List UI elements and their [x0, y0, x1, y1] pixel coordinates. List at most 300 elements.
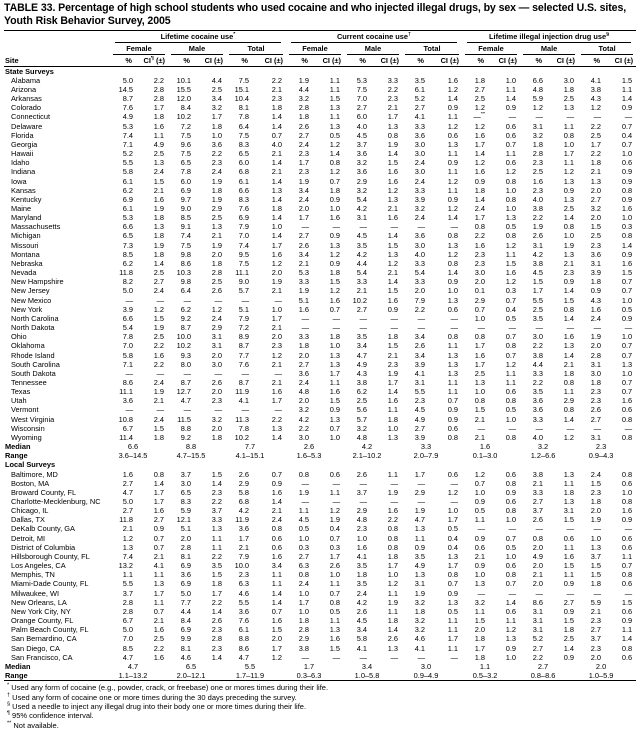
value-cell: 1.3 [590, 176, 602, 186]
value-cell: 4.4 [356, 258, 367, 268]
value-cell: 1.2 [505, 359, 517, 369]
value-cell: 3.8 [532, 350, 544, 360]
value-cell: 1.2 [329, 506, 340, 516]
value-cell: 1.7 [532, 286, 544, 296]
value-cell: 5.8 [122, 350, 133, 360]
value-cell: 5.5 [532, 295, 544, 305]
value-cell: 1.3 [563, 194, 575, 204]
value-cell: 2.4 [271, 515, 282, 525]
site-cell: Wisconsin [11, 423, 45, 433]
value-cell: 6.0 [238, 158, 249, 168]
col-group-label: Lifetime cocaine use* [110, 32, 286, 44]
value-cell: 3.5 [414, 75, 425, 85]
value-cell: 3.4 [298, 249, 309, 259]
value-cell: 1.6 [122, 469, 133, 479]
value-cell: 1.2 [474, 158, 486, 168]
value-cell: 1.4 [563, 643, 575, 653]
table-row [4, 277, 636, 286]
value-cell: 6.6 [122, 313, 133, 323]
value-cell: 1.8 [298, 112, 309, 122]
value-cell: 0.7 [153, 606, 164, 616]
value-cell: 2.4 [590, 313, 602, 323]
value-cell: 1.2 [271, 350, 282, 360]
sex-header: Female [286, 44, 344, 55]
site-cell: Baltimore, MD [11, 469, 58, 479]
value-cell: 1.3 [329, 240, 340, 250]
value-cell: 1.3 [447, 139, 459, 149]
value-cell: 1.0 [505, 551, 517, 561]
value-cell: 1.3 [447, 350, 459, 360]
value-cell: 6.4 [238, 121, 249, 131]
value-cell: 1.1 [271, 570, 282, 580]
value-cell: 15.5 [176, 84, 191, 94]
value-cell: 13.2 [118, 561, 133, 571]
value-cell: 1.3 [505, 213, 517, 223]
value-cell: 0.9 [621, 313, 633, 323]
sex-header: Female [462, 44, 520, 55]
value-cell: 2.7 [590, 414, 602, 424]
value-cell: 0.8 [505, 432, 517, 442]
value-cell: 1.1 [387, 606, 398, 616]
value-cell: 8.0 [180, 359, 191, 369]
value-cell: 1.3 [387, 249, 398, 259]
value-cell: 5.3 [122, 213, 133, 223]
value-cell: 1.8 [211, 121, 222, 131]
value-cell: 0.5 [505, 222, 517, 232]
value-cell: 3.7 [532, 506, 544, 516]
value-cell: 1.7 [474, 341, 486, 351]
value-cell: 1.6 [329, 634, 340, 644]
value-cell: 1.8 [298, 616, 309, 626]
value-cell: — [301, 652, 309, 662]
value-cell: 8.7 [238, 377, 249, 387]
value-cell: 0.4 [621, 130, 633, 140]
value-cell: 4.9 [122, 112, 133, 122]
value-cell: 1.7 [590, 139, 602, 149]
value-cell: 7.5 [238, 258, 249, 268]
value-cell: 0.9 [563, 606, 575, 616]
value-cell: 1.7 [238, 533, 249, 543]
value-cell: 1.7 [271, 396, 282, 406]
value-cell: 0.3 [621, 222, 633, 232]
value-cell: 1.1 [563, 387, 575, 397]
value-cell: 1.1 [211, 533, 222, 543]
summary-value-cell: 3.3 [420, 442, 432, 452]
value-cell: 1.2 [474, 469, 486, 479]
value-cell: — [535, 588, 544, 598]
value-cell: 2.8 [532, 149, 544, 159]
value-cell: — [241, 295, 249, 305]
value-cell: 1.6 [532, 176, 544, 186]
value-cell: 1.8 [590, 579, 602, 589]
value-cell: 0.7 [505, 350, 517, 360]
value-cell: — [477, 323, 486, 333]
value-cell: 2.0 [590, 213, 602, 223]
value-cell: 2.7 [590, 625, 602, 635]
value-cell: — [535, 112, 544, 122]
value-cell: 3.3 [387, 75, 398, 85]
value-cell: 2.1 [271, 377, 282, 387]
value-cell: 4.5 [356, 130, 367, 140]
value-cell: — [508, 323, 517, 333]
value-cell: 2.1 [590, 606, 602, 616]
value-cell: 0.9 [563, 579, 575, 589]
value-cell: — [390, 323, 398, 333]
value-cell: 1.3 [563, 341, 575, 351]
value-cell: 1.3 [211, 524, 222, 534]
value-cell: 1.9 [271, 277, 282, 287]
value-cell: 1.6 [621, 258, 633, 268]
value-cell: 4.7 [180, 396, 191, 406]
value-cell: 2.2 [153, 341, 164, 351]
value-cell: 4.9 [414, 414, 425, 424]
value-cell: 1.3 [447, 295, 459, 305]
site-cell: Tennessee [11, 377, 47, 387]
value-cell: 1.8 [356, 570, 367, 580]
value-cell: 1.3 [211, 222, 222, 232]
site-cell: Delaware [11, 121, 43, 131]
value-cell: 0.8 [621, 231, 633, 241]
value-cell: 2.2 [153, 75, 164, 85]
value-cell: 1.2 [387, 185, 398, 195]
value-cell: 0.9 [621, 616, 633, 626]
value-cell: 0.7 [621, 350, 633, 360]
table-row [4, 268, 636, 277]
value-cell: 3.7 [356, 487, 367, 497]
value-cell: 1.5 [329, 643, 340, 653]
site-cell: North Dakota [11, 323, 55, 333]
value-cell: 1.3 [153, 579, 164, 589]
value-cell: 2.5 [211, 213, 222, 223]
value-cell: 4.6 [414, 634, 425, 644]
site-cell: Dallas, TX [11, 515, 45, 525]
value-cell: 1.3 [387, 121, 398, 131]
value-cell: 2.7 [414, 103, 425, 113]
value-cell: 0.5 [329, 606, 340, 616]
value-cell: 1.4 [447, 268, 459, 278]
value-cell: 1.4 [447, 94, 459, 104]
summary-value-cell: 1.0–5.9 [588, 670, 614, 680]
value-cell: 1.1 [298, 506, 309, 516]
value-cell: 1.8 [474, 634, 486, 644]
pct-header: % [110, 56, 141, 67]
value-cell: 5.0 [122, 497, 133, 506]
value-cell: 3.1 [532, 606, 544, 616]
value-cell: 1.0 [447, 286, 459, 296]
value-cell: 1.1 [563, 158, 575, 168]
value-cell: 1.9 [532, 222, 544, 232]
value-cell: 8.9 [238, 332, 249, 342]
value-cell: 0.7 [621, 377, 633, 387]
site-cell: Charlotte-Mecklenburg, NC [11, 497, 101, 506]
summary-value-cell: 4.7–15.5 [176, 451, 206, 461]
value-cell: 1.1 [563, 570, 575, 580]
value-cell: 1.6 [563, 332, 575, 342]
value-cell: 7.8 [180, 167, 191, 177]
value-cell: 1.1 [505, 149, 517, 159]
value-cell: 7.2 [180, 121, 191, 131]
value-cell: 1.2 [211, 304, 222, 314]
value-cell: 0.8 [447, 332, 459, 342]
value-cell: 12.1 [176, 515, 191, 525]
value-cell: 0.6 [505, 606, 517, 616]
table-row [4, 32, 636, 44]
value-cell: 3.8 [298, 643, 309, 653]
value-cell: 11.8 [119, 515, 133, 525]
value-cell: 1.7 [474, 213, 486, 223]
value-cell: 7.4 [238, 240, 249, 250]
value-cell: 1.9 [298, 286, 309, 296]
value-cell: 9.5 [238, 249, 249, 259]
footnote: ** Not available. [7, 720, 59, 730]
value-cell: 1.1 [329, 75, 340, 85]
summary-value-cell: 0.9–4.9 [413, 670, 439, 680]
value-cell: 7.9 [238, 222, 249, 232]
table-row [4, 76, 636, 85]
value-cell: 2.8 [590, 350, 602, 360]
value-cell: 5.2 [122, 149, 133, 159]
value-cell: 1.6 [387, 506, 398, 516]
value-cell: 1.6 [271, 249, 282, 259]
value-cell: 4.5 [356, 231, 367, 241]
value-cell: 2.8 [211, 268, 222, 278]
value-cell: 1.0 [621, 149, 633, 159]
value-cell: — [566, 423, 575, 433]
value-cell: 1.8 [474, 185, 486, 195]
value-cell: 1.8 [414, 606, 425, 616]
site-cell: Michigan [11, 231, 41, 241]
value-cell: — [214, 405, 222, 415]
value-cell: — [508, 112, 517, 122]
value-cell: 1.8 [271, 103, 282, 113]
value-cell: 9.0 [180, 204, 191, 213]
value-cell: 4.0 [271, 139, 282, 149]
table-row [4, 286, 636, 295]
value-cell: 2.0 [271, 634, 282, 644]
value-cell: — [301, 478, 309, 488]
value-cell: 4.1 [414, 112, 425, 122]
value-cell: — [477, 524, 486, 534]
value-cell: 1.1 [505, 84, 517, 94]
value-cell: 1.4 [563, 313, 575, 323]
value-cell: 1.1 [329, 487, 340, 497]
table-row [4, 653, 636, 662]
value-cell: 3.2 [590, 204, 602, 213]
value-cell: 1.1 [153, 130, 164, 140]
value-cell: — [417, 652, 425, 662]
value-cell: 3.6 [532, 405, 544, 415]
value-cell: 8.1 [180, 643, 191, 653]
value-cell: 2.6 [211, 377, 222, 387]
value-cell: 0.7 [447, 396, 459, 406]
value-cell: 0.7 [329, 304, 340, 314]
pct-header: % [168, 56, 199, 67]
value-cell: 9.2 [180, 313, 191, 323]
sex-header: Total [226, 44, 286, 55]
value-cell: 2.3 [590, 396, 602, 406]
value-cell: 4.2 [532, 249, 544, 259]
value-cell: 2.7 [298, 359, 309, 369]
value-cell: — [566, 524, 575, 534]
value-cell: 1.7 [298, 158, 309, 168]
value-cell: — [125, 295, 133, 305]
value-cell: 3.3 [298, 277, 309, 287]
value-cell: 2.7 [298, 231, 309, 241]
value-cell: 6.9 [180, 579, 191, 589]
value-cell: 7.1 [122, 359, 133, 369]
value-cell: 7.5 [180, 240, 191, 250]
value-cell: 4.5 [356, 616, 367, 626]
value-cell: 2.5 [474, 368, 486, 378]
value-cell: 1.1 [621, 625, 633, 635]
value-cell: — [359, 313, 367, 323]
ci-header: CI (±) [609, 56, 636, 67]
table-row [4, 140, 636, 149]
site-header: Site [4, 56, 110, 67]
value-cell: 0.7 [271, 469, 282, 479]
value-cell: 2.9 [474, 295, 486, 305]
value-cell: 0.9 [271, 478, 282, 488]
value-cell: 0.8 [563, 304, 575, 314]
value-cell: — [359, 652, 367, 662]
site-cell: San Diego, CA [11, 643, 60, 653]
value-cell: — [241, 405, 249, 415]
value-cell: 1.1 [447, 149, 459, 159]
value-cell: 2.1 [211, 231, 222, 241]
value-cell: 1.4 [153, 258, 164, 268]
value-cell: 4.0 [532, 194, 544, 204]
value-cell: 1.4 [505, 597, 517, 607]
value-cell: 2.3 [211, 625, 222, 635]
value-cell: 8.2 [122, 277, 133, 287]
value-cell: 0.9 [621, 515, 633, 525]
value-cell: 1.6 [153, 506, 164, 516]
value-cell: 8.3 [238, 139, 249, 149]
value-cell: 1.4 [271, 597, 282, 607]
table-row [4, 524, 636, 533]
value-cell: 2.4 [474, 204, 486, 213]
table-row [4, 259, 636, 268]
value-cell: 1.1 [122, 570, 133, 580]
value-cell: 0.1 [474, 286, 486, 296]
value-cell: 0.8 [474, 222, 486, 232]
site-cell: New Hampshire [11, 277, 64, 287]
value-cell: 1.0 [621, 213, 633, 223]
table-row [4, 607, 636, 616]
value-cell: 1.3 [414, 570, 425, 580]
value-cell: 0.9 [329, 231, 340, 241]
site-cell: Los Angeles, CA [11, 561, 66, 571]
value-cell: 7.6 [238, 204, 249, 213]
value-cell: 8.7 [122, 94, 133, 104]
value-cell: 2.7 [563, 597, 575, 607]
value-cell: 1.1 [153, 570, 164, 580]
value-cell: 1.5 [590, 561, 602, 571]
summary-label: Median [5, 442, 31, 452]
value-cell: 1.8 [153, 249, 164, 259]
value-cell: 5.7 [238, 286, 249, 296]
value-cell: 1.5 [621, 597, 633, 607]
value-cell: 3.5 [356, 579, 367, 589]
value-cell: 1.6 [387, 167, 398, 177]
value-cell: 2.2 [211, 497, 222, 506]
value-cell: 3.7 [590, 634, 602, 644]
value-cell: — [301, 313, 309, 323]
value-cell: 3.6 [122, 396, 133, 406]
value-cell: 0.9 [153, 524, 164, 534]
value-cell: 5.7 [356, 414, 367, 424]
value-cell: — [274, 295, 282, 305]
value-cell: 6.2 [356, 387, 367, 397]
value-cell: 0.7 [329, 533, 340, 543]
footnote-marker: * [7, 682, 10, 689]
site-cell: Montana [11, 249, 40, 259]
value-cell: 1.3 [474, 377, 486, 387]
value-cell: 1.2 [447, 176, 459, 186]
value-cell: 3.8 [590, 84, 602, 94]
site-cell: New Jersey [11, 286, 50, 296]
value-cell: 3.0 [414, 240, 425, 250]
value-cell: 2.1 [153, 185, 164, 195]
value-cell: 0.5 [474, 506, 486, 516]
value-cell: 0.5 [505, 313, 517, 323]
value-cell: 4.9 [153, 139, 164, 149]
value-cell: — [390, 497, 398, 506]
value-cell: 1.8 [590, 377, 602, 387]
value-cell: 0.7 [474, 478, 486, 488]
value-cell: 2.3 [590, 616, 602, 626]
value-cell: 2.0 [590, 341, 602, 351]
value-cell: 2.1 [474, 432, 486, 442]
value-cell: 1.2 [271, 652, 282, 662]
value-cell: 9.2 [180, 432, 191, 442]
value-cell: 4.8 [356, 432, 367, 442]
value-cell: 1.5 [563, 515, 575, 525]
value-cell: 6.6 [122, 222, 133, 232]
value-cell: 2.4 [298, 377, 309, 387]
value-cell: 2.3 [211, 487, 222, 497]
value-cell: 2.6 [590, 405, 602, 415]
summary-value-cell: 3.2 [537, 442, 549, 452]
value-cell: 4.2 [238, 506, 249, 516]
value-cell: 1.7 [153, 588, 164, 598]
value-cell: 1.2 [329, 139, 340, 149]
value-cell: 2.2 [271, 75, 282, 85]
value-cell: 2.3 [414, 396, 425, 406]
value-cell: 4.4 [211, 75, 222, 85]
value-cell: 2.2 [211, 149, 222, 159]
value-cell: 0.6 [447, 130, 459, 140]
value-cell: — [301, 323, 309, 333]
value-cell: 11.4 [119, 432, 133, 442]
value-cell: — [566, 588, 575, 598]
footnote-marker: ** [7, 720, 12, 727]
value-cell: 5.3 [298, 268, 309, 278]
value-cell: 1.4 [271, 497, 282, 506]
value-cell: 2.1 [563, 258, 575, 268]
value-cell: 0.9 [621, 176, 633, 186]
value-cell: 2.3 [211, 643, 222, 653]
value-cell: 0.7 [505, 579, 517, 589]
value-cell: 8.8 [180, 423, 191, 433]
value-cell: 2.0 [211, 423, 222, 433]
value-cell: 2.5 [474, 94, 486, 104]
summary-value-cell: 0.5–3.2 [472, 670, 498, 680]
value-cell: 0.9 [447, 194, 459, 204]
value-cell: 4.0 [414, 249, 425, 259]
value-cell: 1.1 [505, 616, 517, 626]
pct-header: % [462, 56, 493, 67]
